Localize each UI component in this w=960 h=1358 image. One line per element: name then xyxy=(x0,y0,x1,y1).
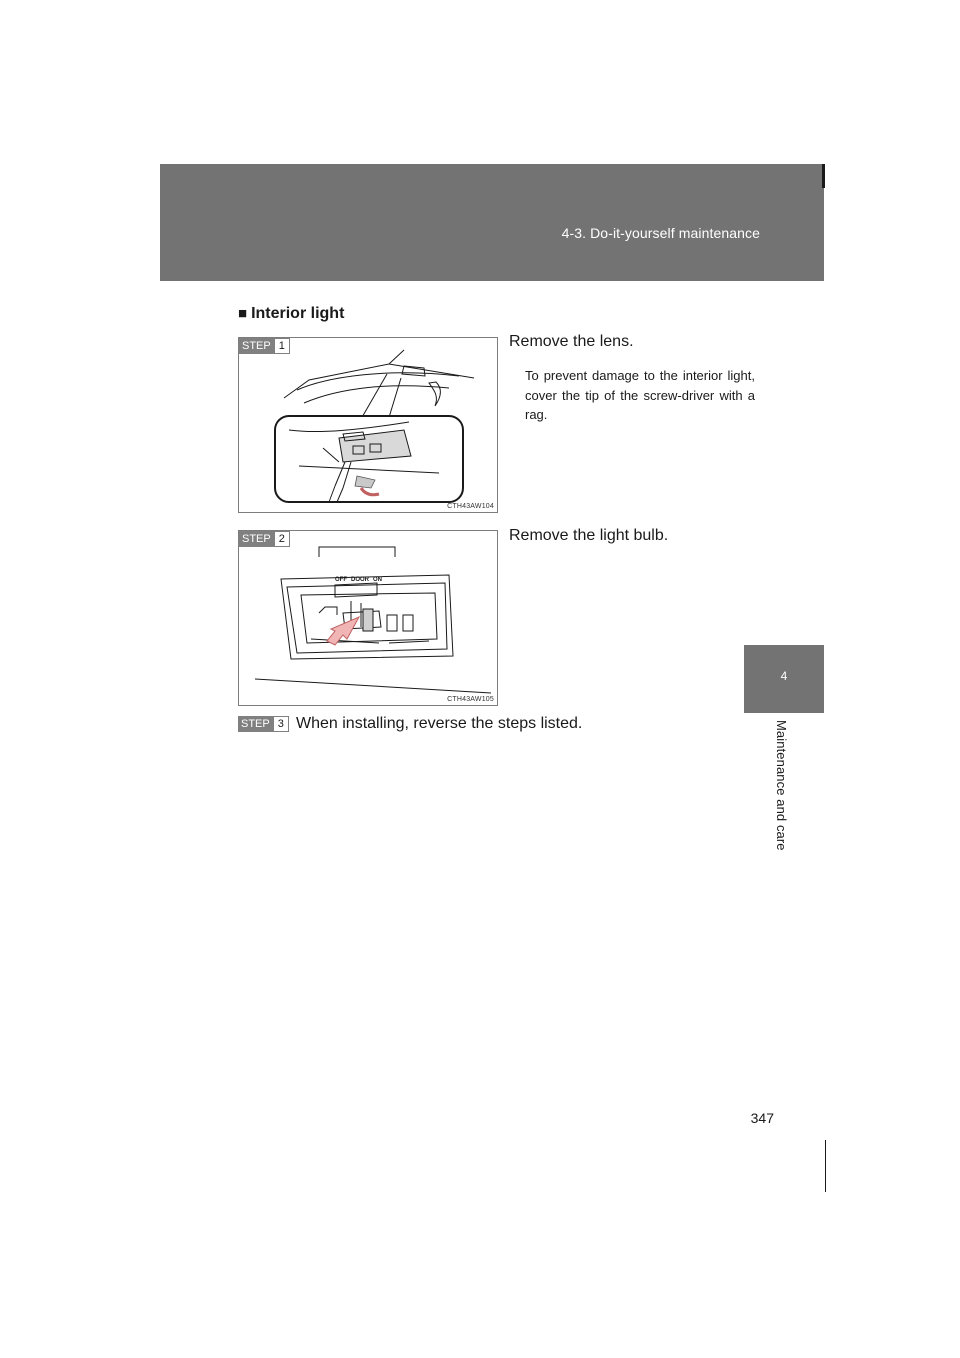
section-heading xyxy=(238,305,344,323)
figure-code: CTH43AW104 xyxy=(447,503,494,510)
section-title: 4-3. Do-it-yourself maintenance xyxy=(561,225,760,241)
bulb-removal-illustration xyxy=(239,531,497,705)
step-1-note: To prevent damage to the interior light, cover the tip of the screw-driver with a rag. xyxy=(525,368,755,422)
chapter-number: 4 xyxy=(780,669,788,683)
step-1-instruction: Remove the lens. xyxy=(509,333,634,350)
step-2-instruction: Remove the light bulb. xyxy=(509,527,669,544)
step-3-instruction: When installing, reverse the steps listed. xyxy=(296,715,583,732)
chapter-label: Maintenance and care xyxy=(774,720,789,851)
switch-label-off: OFF xyxy=(335,577,347,583)
switch-label-on: ON xyxy=(373,577,382,583)
step-3-badge: STEP 3 xyxy=(238,716,289,732)
figure-code: CTH43AW105 xyxy=(447,696,494,703)
page-number: 347 xyxy=(750,1110,774,1126)
header-bar xyxy=(160,164,824,281)
heading-text: Interior light xyxy=(251,305,345,322)
step-1-badge: STEP 1 xyxy=(239,338,290,354)
header-edge-mark xyxy=(822,164,825,188)
switch-label-door: DOOR xyxy=(351,577,369,583)
heading-bullet: ■ xyxy=(238,305,248,322)
figure-step-1 xyxy=(238,337,498,513)
lens-removal-illustration xyxy=(239,338,497,512)
step-2-badge: STEP 2 xyxy=(239,531,290,547)
margin-line xyxy=(825,1140,826,1192)
figure-step-2 xyxy=(238,530,498,706)
